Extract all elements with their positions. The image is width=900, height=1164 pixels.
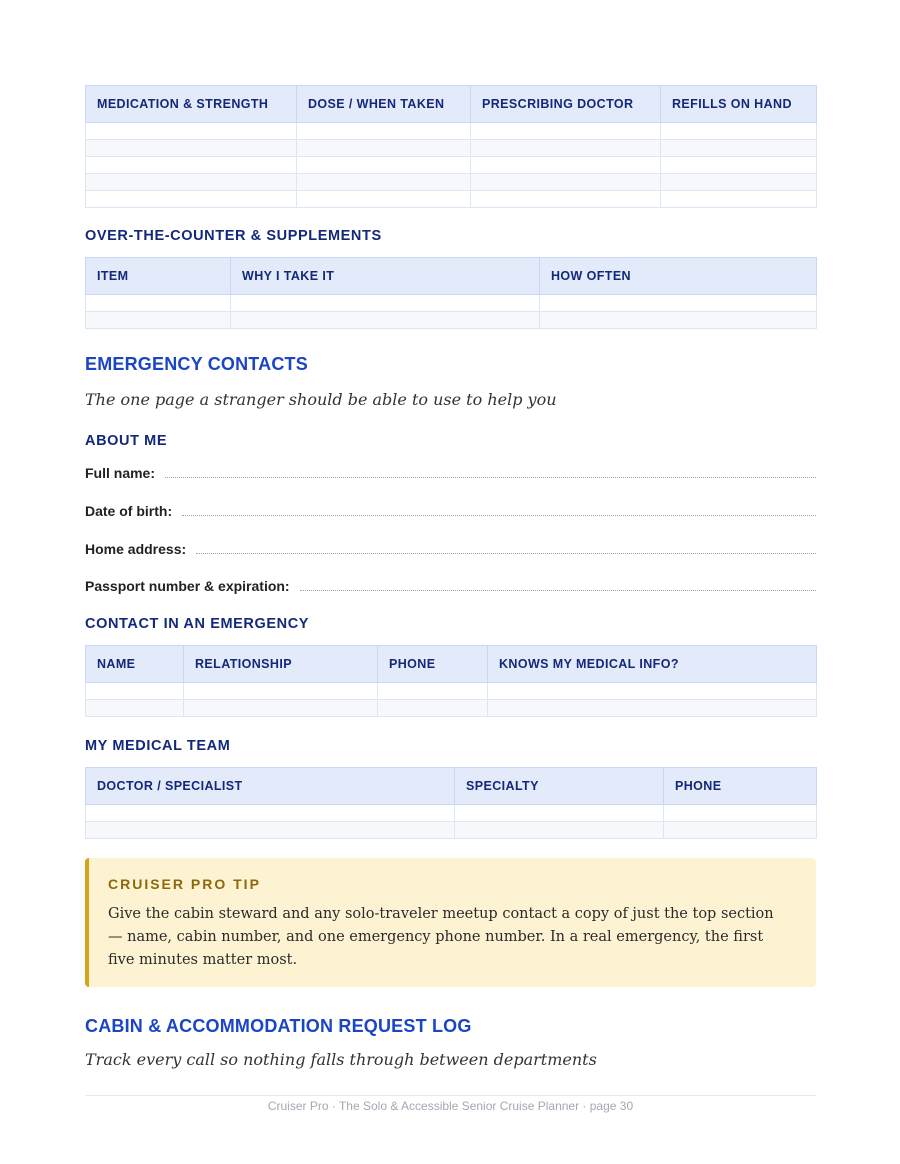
table-cell[interactable] bbox=[297, 157, 471, 174]
table-cell[interactable] bbox=[664, 822, 817, 839]
column-header: WHY I TAKE IT bbox=[231, 258, 540, 295]
table-cell[interactable] bbox=[455, 822, 664, 839]
table-cell[interactable] bbox=[661, 174, 817, 191]
table-cell[interactable] bbox=[471, 157, 661, 174]
table-cell[interactable] bbox=[86, 157, 297, 174]
field-label: Date of birth: bbox=[85, 503, 173, 519]
table-row bbox=[86, 822, 817, 839]
passport-field bbox=[85, 576, 816, 596]
table-cell[interactable] bbox=[488, 700, 817, 717]
table-row bbox=[86, 157, 817, 174]
table-cell[interactable] bbox=[86, 822, 455, 839]
table-row bbox=[86, 191, 817, 208]
otc-table bbox=[85, 257, 817, 329]
table-cell[interactable] bbox=[297, 123, 471, 140]
table-row bbox=[86, 295, 817, 312]
table-cell[interactable] bbox=[664, 805, 817, 822]
column-header: ITEM bbox=[86, 258, 231, 295]
medical-team-table bbox=[85, 767, 817, 839]
table-cell[interactable] bbox=[540, 295, 817, 312]
column-header: SPECIALTY bbox=[455, 768, 664, 805]
table-cell[interactable] bbox=[661, 123, 817, 140]
table-row bbox=[86, 140, 817, 157]
table-cell[interactable] bbox=[297, 174, 471, 191]
column-header: HOW OFTEN bbox=[540, 258, 817, 295]
table-cell[interactable] bbox=[86, 295, 231, 312]
table-cell[interactable] bbox=[231, 312, 540, 329]
table-row bbox=[86, 700, 817, 717]
table-row bbox=[86, 174, 817, 191]
table-row bbox=[86, 805, 817, 822]
table-cell[interactable] bbox=[297, 191, 471, 208]
table-cell[interactable] bbox=[86, 123, 297, 140]
field-label: Full name: bbox=[85, 465, 156, 481]
table-cell[interactable] bbox=[378, 683, 488, 700]
table-cell[interactable] bbox=[488, 683, 817, 700]
cabin-log-subtitle: Track every call so nothing falls through between departments bbox=[85, 1050, 597, 1069]
footer-divider bbox=[85, 1095, 816, 1096]
field-label: Passport number & expiration: bbox=[85, 578, 290, 594]
table-cell[interactable] bbox=[86, 140, 297, 157]
table-cell[interactable] bbox=[184, 700, 378, 717]
home-address-field bbox=[85, 539, 816, 559]
full-name-field bbox=[85, 463, 816, 483]
table-cell[interactable] bbox=[86, 805, 455, 822]
table-cell[interactable] bbox=[471, 123, 661, 140]
column-header: DOCTOR / SPECIALIST bbox=[86, 768, 455, 805]
table-row bbox=[86, 123, 817, 140]
cabin-log-title: CABIN & ACCOMMODATION REQUEST LOG bbox=[85, 1016, 472, 1036]
column-header: PRESCRIBING DOCTOR bbox=[471, 86, 661, 123]
column-header: MEDICATION & STRENGTH bbox=[86, 86, 297, 123]
emergency-title: EMERGENCY CONTACTS bbox=[85, 354, 308, 374]
table-cell[interactable] bbox=[471, 174, 661, 191]
column-header: PHONE bbox=[664, 768, 817, 805]
column-header: NAME bbox=[86, 646, 184, 683]
table-cell[interactable] bbox=[86, 174, 297, 191]
table-cell[interactable] bbox=[86, 683, 184, 700]
home-address-input[interactable] bbox=[196, 539, 816, 554]
page-footer: Cruiser Pro · The Solo & Accessible Senior Cruise Planner · page 30 bbox=[267, 1099, 634, 1113]
column-header: REFILLS ON HAND bbox=[661, 86, 817, 123]
table-row bbox=[86, 312, 817, 329]
column-header: KNOWS MY MEDICAL INFO? bbox=[488, 646, 817, 683]
table-cell[interactable] bbox=[184, 683, 378, 700]
field-label: Home address: bbox=[85, 541, 187, 557]
pro-tip-callout bbox=[85, 858, 816, 987]
pro-tip-title: CRUISER PRO TIP bbox=[108, 876, 261, 892]
table-cell[interactable] bbox=[86, 312, 231, 329]
medications-table bbox=[85, 85, 817, 208]
passport-input[interactable] bbox=[300, 576, 816, 591]
table-cell[interactable] bbox=[378, 700, 488, 717]
table-cell[interactable] bbox=[661, 191, 817, 208]
date-of-birth-field bbox=[85, 501, 816, 521]
pro-tip-body: Give the cabin steward and any solo-traveler meetup contact a copy of just the top section — name, cabin number, and one emergency phone number. In a real emergency, the first five minutes matter most. bbox=[108, 906, 774, 968]
table-row bbox=[86, 683, 817, 700]
table-cell[interactable] bbox=[471, 191, 661, 208]
table-cell[interactable] bbox=[661, 157, 817, 174]
medical-team-heading: MY MEDICAL TEAM bbox=[85, 738, 231, 754]
full-name-input[interactable] bbox=[165, 463, 816, 478]
date-of-birth-input[interactable] bbox=[182, 501, 816, 516]
column-header: DOSE / WHEN TAKEN bbox=[297, 86, 471, 123]
table-cell[interactable] bbox=[86, 191, 297, 208]
table-cell[interactable] bbox=[540, 312, 817, 329]
table-cell[interactable] bbox=[661, 140, 817, 157]
table-cell[interactable] bbox=[455, 805, 664, 822]
emergency-subtitle: The one page a stranger should be able to use to help you bbox=[85, 390, 557, 409]
table-cell[interactable] bbox=[297, 140, 471, 157]
emergency-contacts-table bbox=[85, 645, 817, 717]
column-header: RELATIONSHIP bbox=[184, 646, 378, 683]
contact-heading: CONTACT IN AN EMERGENCY bbox=[85, 616, 310, 632]
column-header: PHONE bbox=[378, 646, 488, 683]
otc-heading: OVER-THE-COUNTER & SUPPLEMENTS bbox=[85, 228, 382, 244]
table-cell[interactable] bbox=[231, 295, 540, 312]
about-heading: ABOUT ME bbox=[85, 433, 168, 449]
table-cell[interactable] bbox=[471, 140, 661, 157]
table-cell[interactable] bbox=[86, 700, 184, 717]
